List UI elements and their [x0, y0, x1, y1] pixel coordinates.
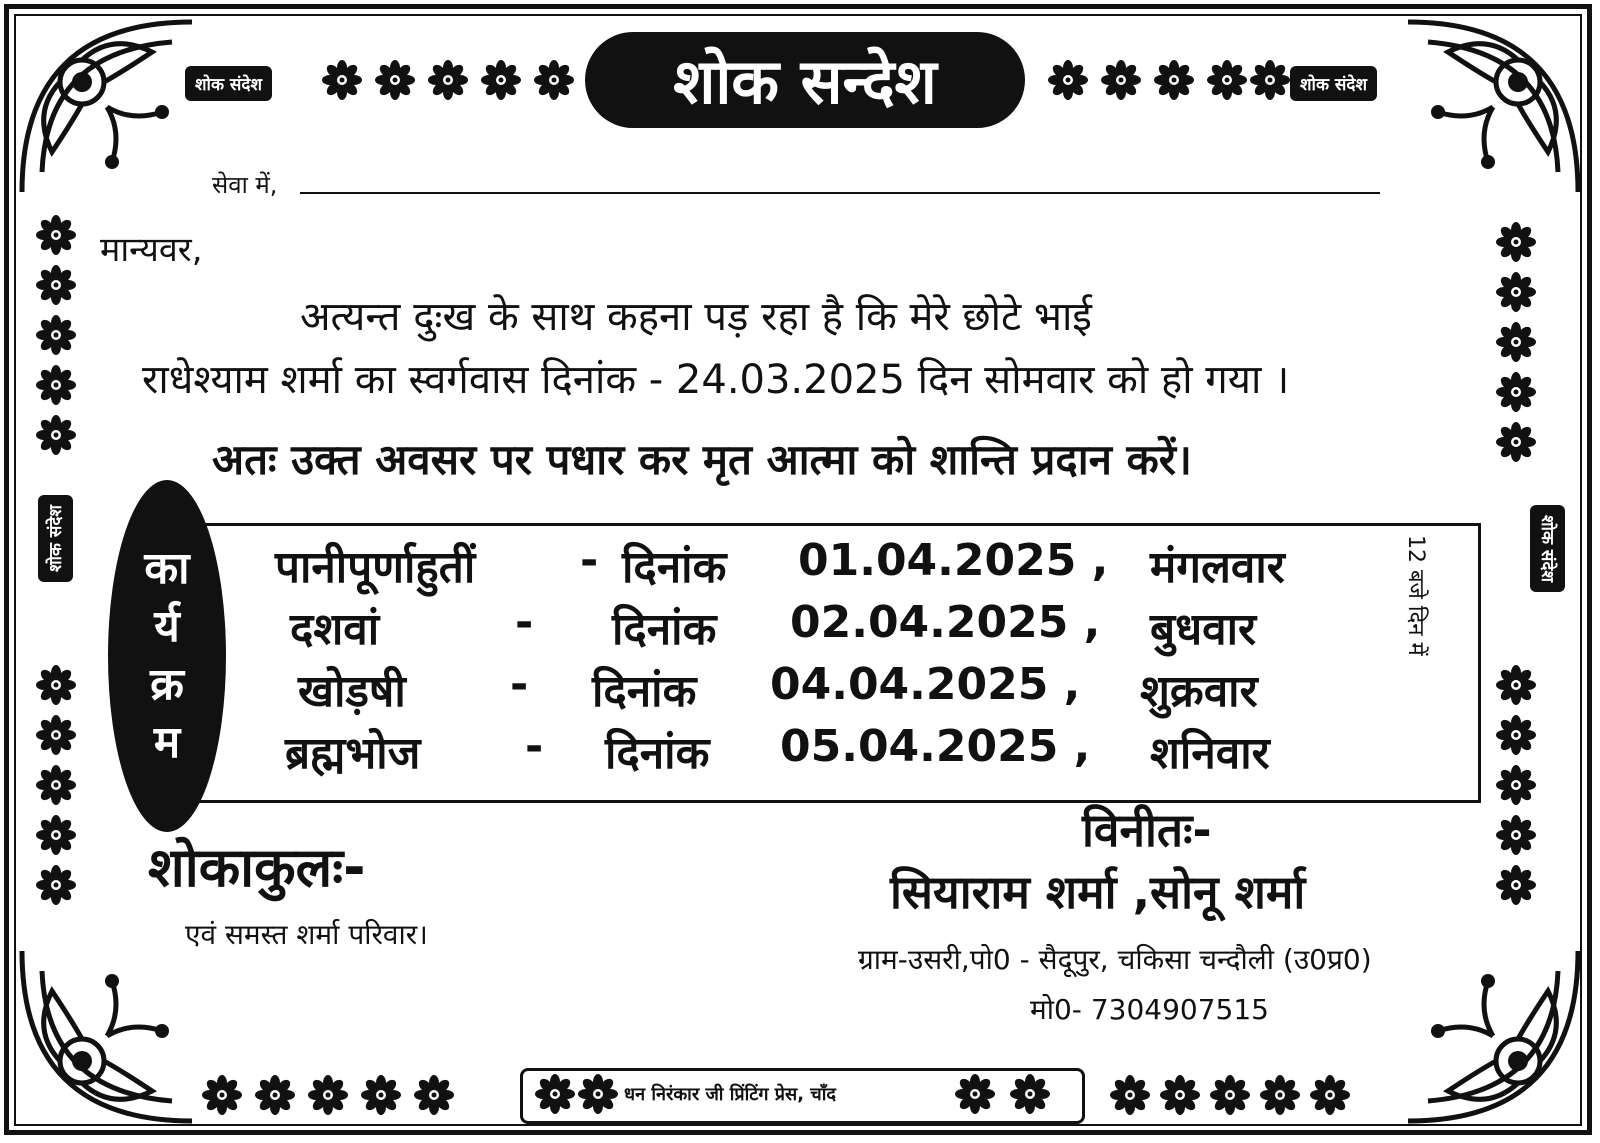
date-word: दिनांक	[592, 666, 697, 717]
sender-names: सियाराम शर्मा ,सोनू शर्मा	[890, 865, 1306, 919]
programme-label-char: क्र	[150, 659, 184, 710]
corner-ornament-icon	[12, 12, 202, 202]
flower-icon	[1260, 1075, 1300, 1115]
badge-right: शोक संदेश	[1290, 66, 1377, 101]
flower-icon	[36, 365, 76, 405]
programme-label	[108, 480, 226, 832]
event-date: 01.04.2025 ,	[798, 535, 1109, 586]
event-day: शनिवार	[1150, 728, 1270, 779]
vineet-label: विनीतः-	[1082, 803, 1212, 857]
event-name: दशवां	[290, 604, 380, 655]
flower-icon	[1496, 665, 1536, 705]
event-name: ब्रह्मभोज	[285, 728, 421, 779]
flower-icon	[1496, 715, 1536, 755]
event-date: 04.04.2025 ,	[770, 659, 1081, 710]
mobile-number: मो0- 7304907515	[1030, 993, 1269, 1026]
date-word: दिनांक	[612, 604, 717, 655]
date-word: दिनांक	[622, 542, 727, 593]
flower-icon	[1496, 372, 1536, 412]
flower-icon	[1154, 60, 1194, 100]
event-day: शुक्रवार	[1140, 666, 1258, 717]
flower-icon	[414, 1075, 454, 1115]
flower-icon	[481, 60, 521, 100]
event-dash: -	[510, 659, 529, 710]
event-day: मंगलवार	[1150, 542, 1285, 593]
recipient-line	[300, 192, 1380, 194]
address: ग्राम-उसरी,पो0 - सैदूपुर, चकिसा चन्दौली (उ0प्र0)	[858, 943, 1372, 976]
to-label: सेवा में,	[212, 171, 278, 199]
flower-icon	[202, 1075, 242, 1115]
flower-icon	[308, 1075, 348, 1115]
flower-icon	[1310, 1075, 1350, 1115]
shokakul-label: शोकाकुलः-	[148, 836, 366, 899]
event-dash: -	[525, 721, 544, 772]
event-name: पानीपूर्णाहुतीं	[275, 542, 476, 593]
family-line: एवं समस्त शर्मा परिवार।	[185, 918, 428, 951]
flower-icon	[1160, 1075, 1200, 1115]
event-dash: -	[515, 597, 534, 648]
corner-ornament-icon	[1398, 12, 1588, 202]
flower-icon	[36, 865, 76, 905]
flower-icon	[36, 315, 76, 355]
press-credit: धन निरंकार जी प्रिंटिंग प्रेस, चाँद	[624, 1084, 836, 1105]
flower-icon	[1496, 222, 1536, 262]
flower-icon	[255, 1075, 295, 1115]
side-badge-right: शोक संदेश	[1530, 505, 1565, 592]
date-word: दिनांक	[605, 728, 710, 779]
corner-ornament-icon	[12, 941, 202, 1131]
letter-line-3: अतः उक्त अवसर पर पधार कर मृत आत्मा को शान्ति प्रदान करें।	[212, 435, 1192, 484]
letter-line-2: राधेश्याम शर्मा का स्वर्गवास दिनांक - 24.03.2025 दिन सोमवार को हो गया ।	[142, 357, 1290, 403]
salutation: मान्यवर,	[100, 230, 203, 270]
programme-label-char: म	[153, 717, 181, 768]
flower-icon	[1250, 60, 1290, 100]
flower-icon	[1496, 272, 1536, 312]
programme-label-char: का	[144, 543, 190, 594]
event-dash: -	[580, 535, 599, 586]
flower-icon	[36, 765, 76, 805]
event-name: खोड़षी	[298, 666, 406, 717]
flower-icon	[1101, 60, 1141, 100]
event-day: बुधवार	[1150, 604, 1257, 655]
letter-line-1: अत्यन्त दुःख के साथ कहना पड़ रहा है कि मेरे छोटे भाई	[300, 294, 1092, 340]
event-date: 05.04.2025 ,	[780, 721, 1091, 772]
programme-label-char: र्य	[154, 601, 180, 652]
flower-icon	[1207, 60, 1247, 100]
flower-icon	[534, 60, 574, 100]
flower-icon	[322, 60, 362, 100]
flower-icon	[361, 1075, 401, 1115]
flower-icon	[1110, 1075, 1150, 1115]
flower-icon	[1210, 1075, 1250, 1115]
corner-ornament-icon	[1398, 941, 1588, 1131]
event-date: 02.04.2025 ,	[790, 597, 1101, 648]
flower-icon	[1496, 765, 1536, 805]
side-badge-left: शोक संदेश	[38, 495, 73, 582]
flower-icon	[375, 60, 415, 100]
flower-icon	[36, 415, 76, 455]
flower-icon	[1496, 865, 1536, 905]
flower-icon	[1496, 815, 1536, 855]
flower-icon	[428, 60, 468, 100]
time-note: 12 बजे दिन में	[1403, 535, 1428, 656]
flower-icon	[1496, 422, 1536, 462]
flower-icon	[36, 665, 76, 705]
flower-icon	[36, 215, 76, 255]
flower-icon	[36, 715, 76, 755]
flower-icon	[36, 815, 76, 855]
badge-left: शोक संदेश	[185, 66, 272, 101]
page-title: शोक सन्देश	[585, 32, 1025, 128]
flower-icon	[1048, 60, 1088, 100]
flower-icon	[36, 265, 76, 305]
flower-icon	[1496, 322, 1536, 362]
